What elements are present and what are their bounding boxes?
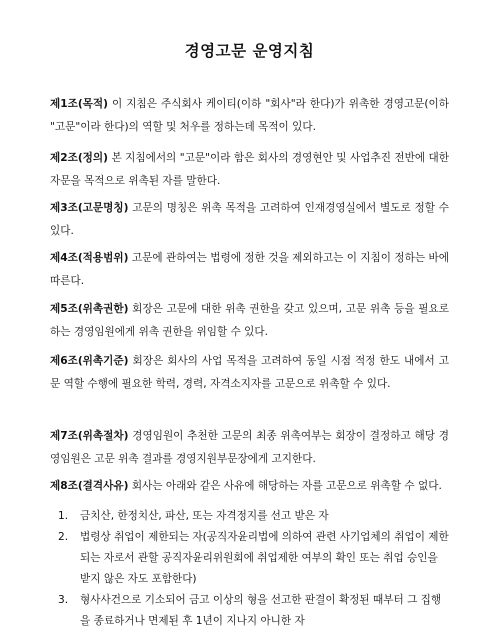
list-item xyxy=(58,527,451,590)
list-item-text: 법령상 취업이 제한되는 자(공직자윤리법에 의하여 관련 사기업체의 취업이 제한되는 자로서 관할 공직자윤리위원회에 취업제한 여부의 확인 또는 취업 승인을 받지 않은 자도 포함한다) xyxy=(80,531,449,585)
article-8 xyxy=(50,475,449,498)
list-item-text: 형사사건으로 기소되어 금고 이상의 형을 선고한 판결이 확정된 때부터 그 집행을 종료하거나 면제된 후 1년이 지나지 아니한 자 xyxy=(80,594,442,627)
article-5 xyxy=(50,298,449,344)
article-text: 경영임원이 추천한 고문의 최종 위촉여부는 회장이 결정하고 해당 경영임원은 고문 위촉 결과를 경영지원부문장에게 고지한다. xyxy=(50,430,449,465)
article-label: 제1조(목적) xyxy=(50,98,108,110)
article-text: 본 지침에서의 "고문"이라 함은 회사의 경영현안 및 사업추진 전반에 대한 자문을 목적으로 위촉된 자를 말한다. xyxy=(50,152,449,187)
article-text: 고문의 명칭은 위촉 목적을 고려하여 인재경영실에서 별도로 정할 수 있다. xyxy=(50,202,449,237)
list-item xyxy=(58,506,451,527)
article-label: 제5조(위촉권한) xyxy=(50,303,129,315)
article-4 xyxy=(50,247,449,293)
list-item-number: 3. xyxy=(58,594,69,606)
article-label: 제4조(적용범위) xyxy=(50,252,129,264)
article-label: 제2조(정의) xyxy=(50,152,108,164)
article-text: 고문에 관하여는 법령에 정한 것을 제외하고는 이 지침이 정하는 바에 따른다. xyxy=(50,252,449,287)
article-label: 제6조(위촉기준) xyxy=(50,355,129,367)
list-item-text: 금치산, 한정치산, 파산, 또는 자격정지를 선고 받은 자 xyxy=(80,510,329,522)
article-1 xyxy=(50,93,449,139)
disqualification-list xyxy=(58,506,451,632)
article-text: 이 지침은 주식회사 케이티(이하 "회사"라 한다)가 위촉한 경영고문(이하 "고문"이라 한다)의 역할 및 처우를 정하는데 목적이 있다. xyxy=(50,98,449,133)
document-title: 경영고문 운영지침 xyxy=(184,42,315,60)
article-label: 제7조(위촉절차) xyxy=(50,430,129,442)
article-6 xyxy=(50,350,449,396)
list-item-number: 1. xyxy=(58,510,69,522)
list-item-number: 2. xyxy=(58,531,69,543)
list-item xyxy=(58,590,451,632)
article-text: 회사는 아래와 같은 사유에 해당하는 자를 고문으로 위촉할 수 없다. xyxy=(128,480,442,492)
article-3 xyxy=(50,197,449,243)
article-label: 제8조(결격사유) xyxy=(50,480,129,492)
article-label: 제3조(고문명칭) xyxy=(50,202,129,214)
article-text: 회장은 회사의 사업 목적을 고려하여 동일 시점 적정 한도 내에서 고문 역할 수행에 필요한 학력, 경력, 자격소지자를 고문으로 위촉할 수 있다. xyxy=(50,355,449,390)
article-text: 회장은 고문에 대한 위촉 권한을 갖고 있으며, 고문 위촉 등을 필요로 하는 경영임원에게 위촉 권한을 위임할 수 있다. xyxy=(50,303,449,338)
article-2 xyxy=(50,147,449,193)
article-7 xyxy=(50,425,449,471)
